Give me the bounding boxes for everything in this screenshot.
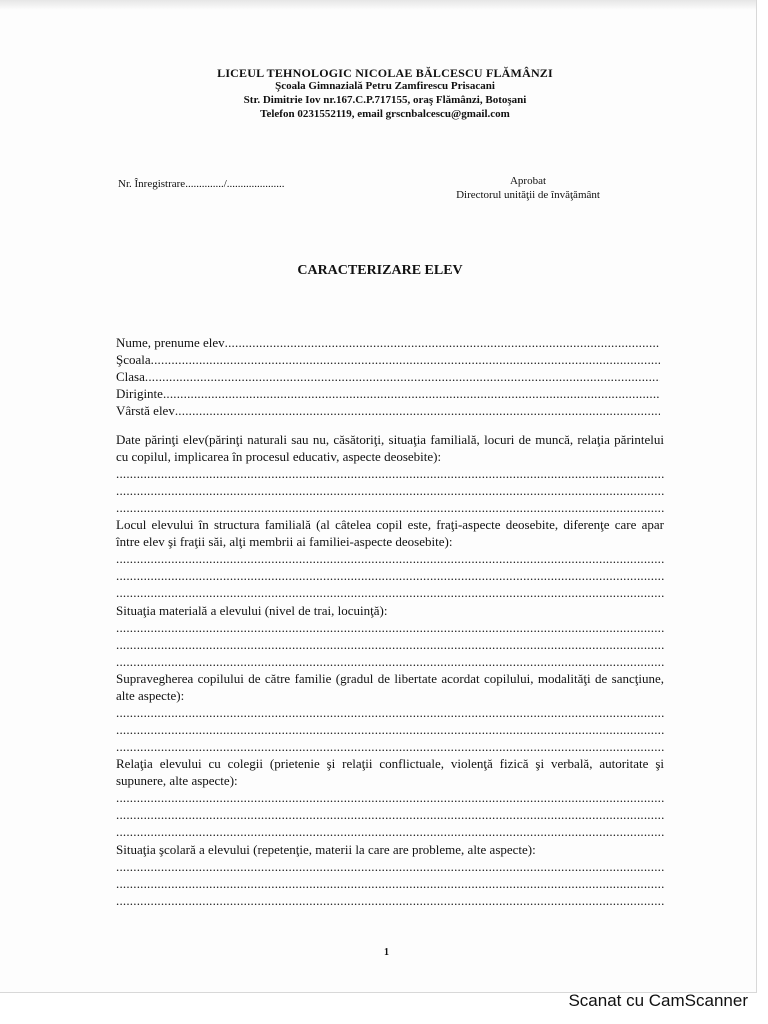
approval-block (418, 174, 638, 202)
fill-line (116, 806, 664, 823)
field-school (116, 351, 660, 368)
field-student-age (116, 402, 660, 419)
school-address: Str. Dimitrie Iov nr.167.C.P.717155, oraş Flămânzi, Botoşani (243, 94, 527, 106)
fill-line (116, 567, 664, 584)
fill-line (116, 738, 664, 755)
field-homeroom-teacher (116, 385, 660, 402)
fill-line (116, 482, 664, 499)
section-material-situation (116, 602, 664, 670)
approval-label: Aprobat (509, 175, 547, 187)
fill-line (116, 636, 664, 653)
section-text: Locul elevului în structura familială (al câtelea copil este, fraţi-aspecte deosebite, diferenţe care apar între elev şi fraţii săi, alţi membrii ai familiei-aspecte deosebite): (116, 517, 664, 549)
school-subunit: Şcoala Gimnazială Petru Zamfirescu Prisacani (275, 80, 495, 92)
section-text: Supravegherea copilului de către familie (gradul de libertate acordat copilului, modalităţi de sancţiune, alte aspecte): (116, 671, 664, 703)
field-label: Diriginte (116, 386, 163, 401)
fill-line (116, 875, 664, 892)
fill-line (116, 721, 664, 738)
fill-line (225, 334, 660, 351)
page-number: 1 (384, 947, 389, 958)
field-label: Vârstă elev (116, 403, 175, 418)
school-name: LICEUL TEHNOLOGIC NICOLAE BĂLCESCU FLĂMÂNZI (217, 66, 553, 80)
section-text: Date părinţi elev(părinţi naturali sau nu, căsătoriţi, situaţia familială, locuri de muncă, relaţia părintelui cu copilul, implicarea în procesul educativ, aspecte deosebite): (116, 432, 664, 464)
field-label: Clasa (116, 369, 145, 384)
field-label: Şcoala (116, 352, 151, 367)
section-text: Situaţia şcolară a elevului (repetenţie, materii la care are probleme, alte aspecte): (116, 842, 536, 857)
field-class (116, 368, 660, 385)
field-label: Nume, prenume elev (116, 335, 225, 350)
school-contact: Telefon 0231552119, email grscnbalcescu@gmail.com (260, 108, 510, 120)
fill-line (151, 351, 660, 368)
fill-line (163, 385, 660, 402)
approval-signatory: Directorul unităţii de învăţământ (456, 189, 600, 201)
fill-line (116, 465, 664, 482)
document-title: CARACTERIZARE ELEV (297, 263, 463, 278)
fill-line (116, 823, 664, 840)
section-peer-relations (116, 755, 664, 840)
section-text: Relaţia elevului cu colegii (prietenie şi relaţii conflictuale, violenţă fizică şi verbală, autoritate şi supunere, alte aspecte): (116, 756, 664, 788)
fill-line (116, 858, 664, 875)
section-text: Situaţia materială a elevului (nivel de trai, locuinţă): (116, 603, 388, 618)
fill-line (116, 550, 664, 567)
student-fields (116, 334, 660, 419)
field-student-name (116, 334, 660, 351)
fill-line (175, 402, 660, 419)
registration-number: Nr. Înregistrare............../..................... (118, 178, 285, 190)
fill-line (116, 892, 664, 909)
scan-shadow (0, 0, 756, 10)
section-school-situation (116, 841, 664, 909)
fill-line (116, 619, 664, 636)
section-parents (116, 431, 664, 516)
fill-line (116, 499, 664, 516)
section-family-supervision (116, 670, 664, 755)
scanner-watermark: Scanat cu CamScanner (568, 991, 748, 1010)
fill-line (116, 789, 664, 806)
section-family-structure (116, 516, 664, 601)
fill-line (116, 584, 664, 601)
fill-line (116, 704, 664, 721)
fill-line (116, 653, 664, 670)
fill-line (145, 368, 660, 385)
